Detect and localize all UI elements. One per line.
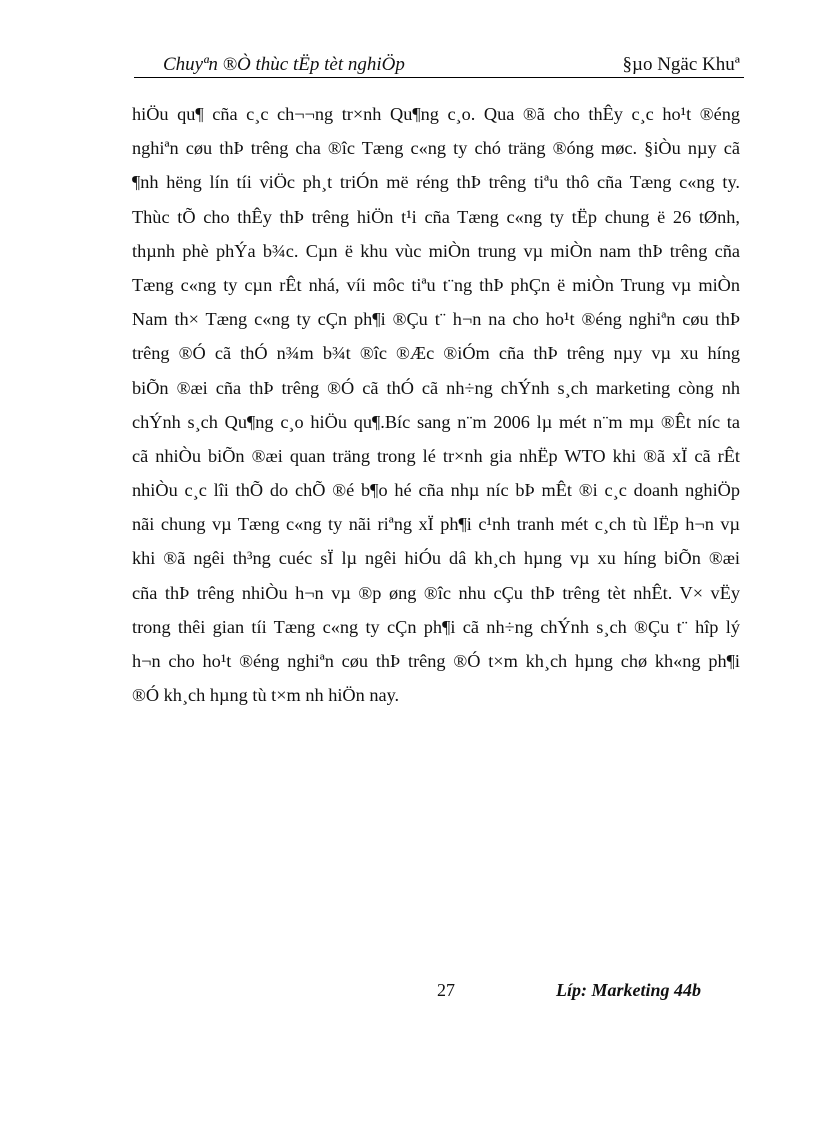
header-document-title: Chuyªn ®Ò thùc tËp tèt nghiÖp: [163, 54, 405, 75]
text-line: h¬n cho ho¹t ®éng nghiªn cøu thÞ trêng ®Ó t×m kh¸ch hµng chø kh«ng ph¶i: [132, 651, 740, 671]
text-line: nãi chung vµ Tæng c«ng ty nãi riªng xÏ ph¶i c¹nh tranh mét c¸ch tù lËp h¬n vµ: [132, 514, 740, 535]
text-line: ®Ó kh¸ch hµng tù t×m nh hiÖn nay.: [132, 685, 400, 706]
text-line: cã nhiÒu biÕn ®æi quan träng trong lé tr×nh gia nhËp WTO khi ®ã xÏ cã rÊt: [132, 445, 740, 466]
text-line: biÕn ®æi cña thÞ trêng ®Ó cã thÓ cã nh÷ng chÝnh s¸ch marketing còng nh: [132, 377, 740, 398]
text-line: thµnh phè phÝa b¾c. Cµn ë khu vùc miÒn trung vµ miÒn nam thÞ trêng cña: [132, 240, 740, 261]
text-line: trêng ®Ó cã thÓ n¾m b¾t ®îc ®Æc ®iÓm cña thÞ trêng nµy vµ xu híng: [132, 343, 740, 364]
text-line: Thùc tÕ cho thÊy thÞ trêng hiÖn t¹i cña Tæng c«ng ty tËp chung ë 26 tØnh,: [132, 206, 740, 227]
text-line: hiÖu qu¶ cña c¸c ch¬¬ng tr×nh Qu¶ng c¸o. Qua ®ã cho thÊy c¸c ho¹t ®éng: [132, 104, 740, 124]
text-line: chÝnh s¸ch Qu¶ng c¸o hiÖu qu¶.Bíc sang n¨m 2006 lµ mét n¨m mµ ®Êt níc ta: [132, 411, 740, 432]
page-header: [134, 52, 744, 78]
text-line: nhiÒu c¸c lîi thÕ do chÕ ®é b¶o hé cña nhµ níc bÞ mÊt ®i c¸c doanh nghiÖp: [132, 480, 740, 501]
footer-class-label: Líp: Marketing 44b: [556, 980, 702, 1000]
text-line: cña thÞ trêng nhiÒu h¬n vµ ®p øng ®îc nhu cÇu thÞ trêng tèt nhÊt. V× vËy: [132, 582, 740, 603]
text-line: khi ®ã ngêi th³ng cuéc sÏ lµ ngêi hiÓu dâ kh¸ch hµng vµ xu híng biÕn ®æi: [132, 548, 740, 569]
text-line: nghiªn cøu thÞ trêng cha ®îc Tæng c«ng ty chó träng ®óng møc. §iÒu nµy cã: [132, 138, 740, 159]
header-author-name: §µo Ngäc Khuª: [622, 54, 740, 75]
page-number: 27: [437, 980, 455, 1000]
body-paragraph: [132, 97, 740, 712]
text-line: trong thêi gian tíi Tæng c«ng ty cÇn ph¶i cã nh÷ng chÝnh s¸ch ®Çu t¨ hîp lý: [132, 616, 740, 637]
text-line: ¶nh hëng lín tíi viÖc ph¸t triÓn më réng thÞ trêng tiªu thô cña Tæng c«ng ty.: [132, 172, 740, 193]
text-line: Nam th× Tæng c«ng ty cÇn ph¶i ®Çu t¨ h¬n na cho ho¹t ®éng nghiªn cøu thÞ: [132, 309, 740, 330]
text-line: Tæng c«ng ty cµn rÊt nhá, víi môc tiªu t¨ng thÞ phÇn ë miÒn Trung vµ miÒn: [132, 274, 740, 295]
